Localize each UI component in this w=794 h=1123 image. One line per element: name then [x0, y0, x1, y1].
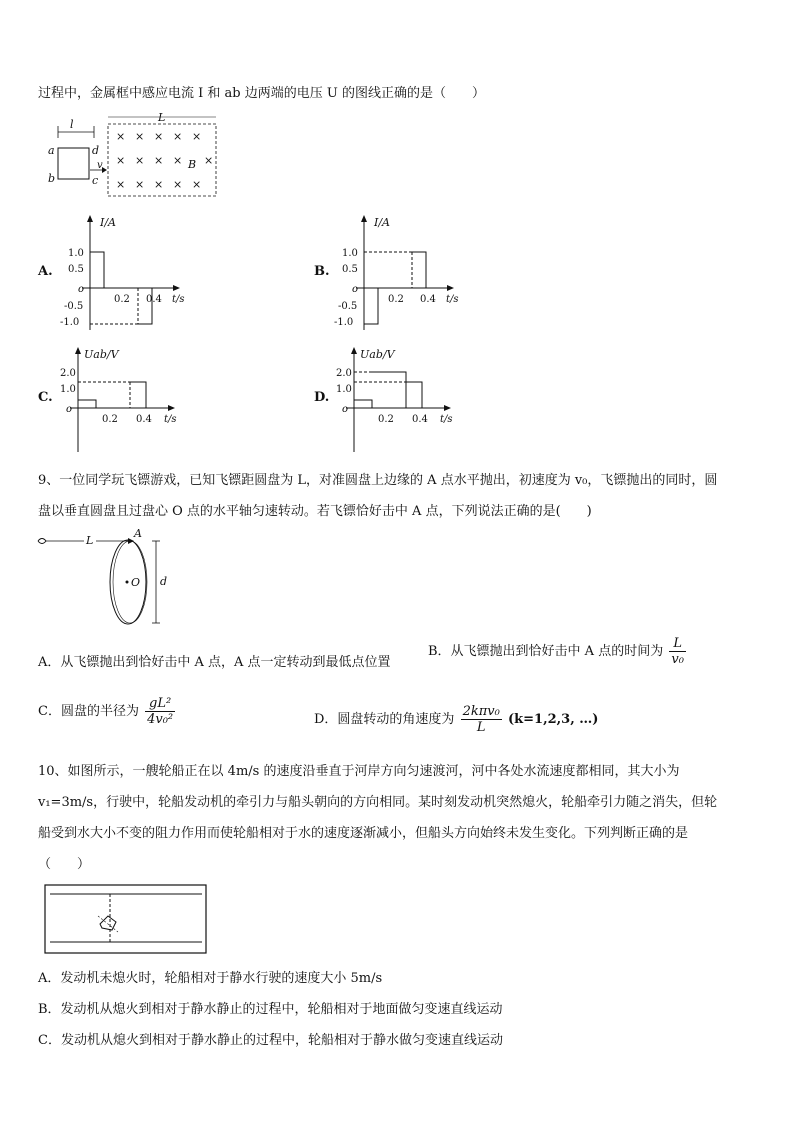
label-A: A	[134, 528, 142, 540]
label-d: d	[92, 144, 100, 157]
svg-text:I/A: I/A	[100, 216, 116, 229]
svg-text:0.4: 0.4	[420, 294, 436, 305]
q9-stem-line1: 9、一位同学玩飞镖游戏，已知飞镖距圆盘为 L，对准圆盘上边缘的 A 点水平抛出，初速度为 v₀，飞镖抛出的同时，圆	[38, 473, 718, 488]
q9-option-a: A．从飞镖抛出到恰好击中 A 点，A 点一定转动到最低点位置	[38, 655, 391, 670]
field-cross: ×	[173, 154, 183, 167]
q9-disc-figure	[34, 528, 174, 638]
q9-stem-line2: 盘以垂直圆盘且过盘心 O 点的水平轴匀速转动。若飞镖恰好击中 A 点，下列说法正确的是( )	[38, 504, 592, 519]
svg-text:t/s: t/s	[446, 294, 459, 305]
label-L: L	[158, 112, 166, 124]
label-v: v	[97, 160, 103, 171]
svg-text:Uab/V: Uab/V	[360, 348, 395, 361]
q10-stem-line2: v₁=3m/s，行驶中，轮船发动机的牵引力与船头朝向的方向相同。某时刻发动机突然熄火，轮船牵引力随之消失，但轮	[38, 795, 718, 810]
metal-loop	[58, 148, 89, 179]
svg-text:0.2: 0.2	[114, 294, 130, 305]
field-cross: ×	[192, 178, 202, 191]
ship-icon	[100, 916, 116, 930]
q9-option-b-text: B．从飞镖抛出到恰好击中 A 点的时间为	[428, 644, 664, 659]
q8-option-c-label: C.	[38, 390, 53, 405]
svg-text:0.5: 0.5	[342, 264, 358, 275]
label-c: c	[92, 174, 99, 187]
field-cross: ×	[116, 130, 126, 143]
label-B: B	[188, 158, 197, 171]
svg-text:2.0: 2.0	[336, 368, 352, 379]
label-l: l	[70, 118, 74, 131]
svg-text:-1.0: -1.0	[60, 317, 80, 328]
svg-text:o: o	[78, 284, 85, 295]
q8-graph-c	[60, 344, 210, 454]
svg-text:t/s: t/s	[440, 414, 453, 425]
q8-graph-b	[334, 212, 484, 337]
svg-text:0.4: 0.4	[136, 414, 152, 425]
svg-text:0.2: 0.2	[102, 414, 118, 425]
q10-stem-line1: 10、如图所示，一艘轮船正在以 4m/s 的速度沿垂直于河岸方向匀速渡河，河中各处水流速度都相同，其大小为	[38, 764, 680, 779]
q9-option-c-fraction: $\frac{\text{gL²}}{\text{4v₀²}}$	[147, 696, 174, 727]
q9-option-b	[428, 636, 688, 667]
svg-text:1.0: 1.0	[342, 248, 358, 259]
label-L: L	[86, 534, 94, 547]
svg-text:-0.5: -0.5	[64, 301, 84, 312]
field-cross: ×	[154, 154, 164, 167]
field-cross: ×	[154, 130, 164, 143]
svg-text:Uab/V: Uab/V	[84, 348, 119, 361]
svg-text:-0.5: -0.5	[338, 301, 358, 312]
svg-text:o: o	[342, 404, 349, 415]
q8-option-a-label: A.	[38, 264, 53, 279]
q10-stem-line4: （ ）	[38, 857, 91, 872]
q10-option-a: A．发动机未熄火时，轮船相对于静水行驶的速度大小 5m/s	[38, 971, 383, 986]
svg-text:1.0: 1.0	[336, 384, 352, 395]
label-a: a	[48, 144, 55, 157]
q8-stem: 过程中，金属框中感应电流 I 和 ab 边两端的电压 U 的图线正确的是（ ）	[38, 86, 485, 101]
svg-text:-1.0: -1.0	[334, 317, 354, 328]
q9-option-c-text: C．圆盘的半径为	[38, 704, 139, 719]
label-d: d	[160, 575, 168, 588]
q9-option-c	[38, 696, 177, 727]
field-cross: ×	[192, 130, 202, 143]
svg-text:1.0: 1.0	[60, 384, 76, 395]
label-b: b	[48, 172, 56, 185]
field-cross: ×	[135, 154, 145, 167]
svg-text:0.4: 0.4	[146, 294, 162, 305]
q10-stem-line3: 船受到水大小不变的阻力作用而使轮船相对于水的速度逐渐减小，但船头方向始终未发生变化。下列判断正确的是	[38, 826, 689, 841]
q10-option-b: B．发动机从熄火到相对于静水静止的过程中，轮船相对于地面做匀变速直线运动	[38, 1002, 503, 1017]
field-cross: ×	[116, 178, 126, 191]
q9-option-d-fraction: $\frac{\text{2kπv₀}}{L}$	[462, 704, 500, 735]
svg-text:0.4: 0.4	[412, 414, 428, 425]
dart-icon	[38, 539, 46, 544]
q9-option-d	[314, 704, 598, 735]
q8-option-b-label: B.	[314, 264, 330, 279]
svg-text:o: o	[352, 284, 359, 295]
field-cross: ×	[173, 130, 183, 143]
svg-text:0.2: 0.2	[378, 414, 394, 425]
q9-option-d-text: D．圆盘转动的角速度为	[314, 712, 455, 727]
q8-graph-a	[60, 212, 210, 337]
svg-text:2.0: 2.0	[60, 368, 76, 379]
svg-text:o: o	[66, 404, 73, 415]
field-cross: ×	[135, 130, 145, 143]
svg-text:0.2: 0.2	[388, 294, 404, 305]
q8-field-figure	[42, 112, 222, 202]
svg-text:t/s: t/s	[164, 414, 177, 425]
label-O: O	[131, 576, 141, 589]
field-cross: ×	[135, 178, 145, 191]
q10-option-c: C．发动机从熄火到相对于静水静止的过程中，轮船相对于静水做匀变速直线运动	[38, 1033, 503, 1048]
q8-graph-d	[336, 344, 486, 454]
svg-text:I/A: I/A	[374, 216, 390, 229]
q10-river-figure	[44, 884, 208, 956]
svg-text:t/s: t/s	[172, 294, 185, 305]
svg-text:1.0: 1.0	[68, 248, 84, 259]
q8-option-d-label: D.	[314, 390, 330, 405]
field-cross: ×	[173, 178, 183, 191]
field-cross: ×	[204, 154, 214, 167]
svg-text:0.5: 0.5	[68, 264, 84, 275]
q9-option-b-fraction: $\frac{L}{\text{v₀}}$	[671, 636, 684, 667]
field-cross: ×	[154, 178, 164, 191]
field-cross: ×	[116, 154, 126, 167]
q9-option-d-suffix: (k=1,2,3, …)	[507, 712, 599, 727]
